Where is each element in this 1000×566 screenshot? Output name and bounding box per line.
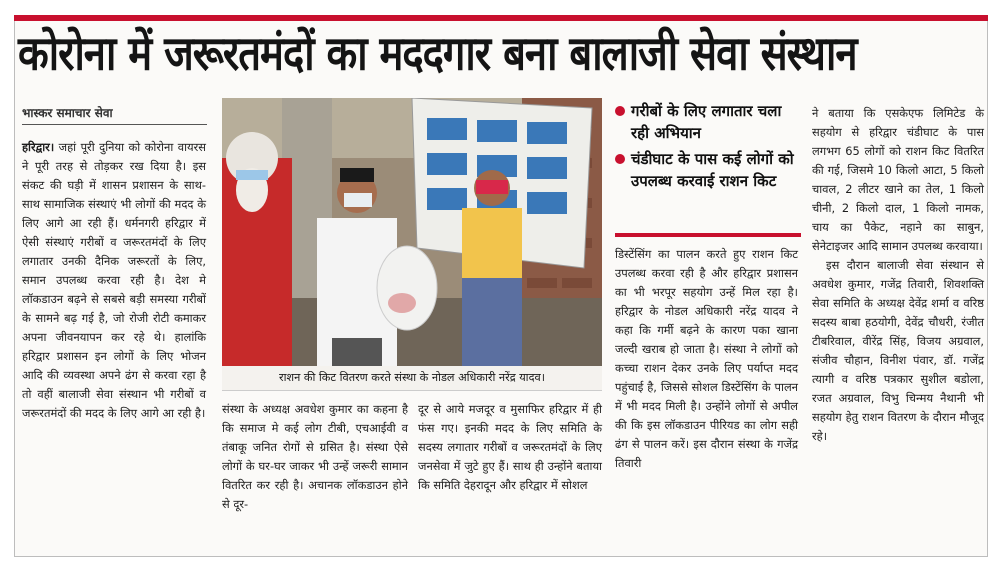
bullet-icon [615, 106, 625, 116]
column-4-text: डिस्टेंसिंग का पालन करते हुए राशन किट उपलब्ध करवा रही है और हरिद्वार प्रशासन का भी भरपूर सहयोग उन्हें मिल रहा है। हरिद्वार के नोडल अधिकारी नरेंद्र यादव ने कहा कि गर्मी बढ़ने के कारण पका खाना जल्दी खराब हो जाता है। संस्था ने लोगों को कच्चा राशन देकर उनके लिए पर्याप्त मदद पहुंचाई है, जिससे सोशल डिस्टेंसिंग के पालन में भी मदद मिली है। उन्होंने लोगों से अपील की कि इस लॉकडाउन पीरियड का लोग सही ढंग से पालन करें। इस दौरान संस्था के गजेंद्र तिवारी [615, 247, 798, 470]
column-2-text: संस्था के अध्यक्ष अवधेश कुमार का कहना है कि समाज मे कई लोग टीबी, एचआईवी व तंबाकू जनित रोगों से ग्रसित है। संस्था ऐसे लोगों के घर-घर जाकर भी उन्हें जरूरी सामान वितरित कर रही है। अचानक लॉकडाउन होने से दूर- [222, 402, 408, 511]
news-photo [222, 98, 602, 366]
photo-illustration [222, 98, 602, 366]
highlights-divider [615, 233, 801, 237]
column-1-text: जहां पूरी दुनिया को कोरोना वायरस ने पूरी तरह से तोड़कर रख दिया है। इस संकट की घड़ी में शासन प्रशासन के साथ-साथ सामाजिक संस्थाएं भी लोगों की मदद के लिए आगे आ रही हैं। धर्मनगरी हरिद्वार में ऐसी संस्थाएं गरीबों व जरूरतमंदों के लिए लगातार उनकी दैनिक जरूरतों के लिए, समान उपलब्ध करवा रही है। देश मे लॉकडाउन बढ़ने से सबसे बड़ी समस्या गरीबों के सामने बढ़ गई है, जो रोजी रोटी कमाकर अपना जीवनयापन कर रहे थे। हालांकि हरिद्वार प्रशासन इन लोगों के लिए भोजन आदि की व्यवस्था अपने ढंग से करवा रहा है तो वहीं बालाजी सेवा संस्थान भी गरीबों व जरूरतमंदों की मदद के लिए आगे आ रही है। [22, 140, 207, 420]
column-2 [222, 400, 408, 514]
column-3-text: दूर से आये मजदूर व मुसाफिर हरिद्वार में ही फंस गए। इनकी मदद के लिए समिति के सदस्य लगातार गरीबों व जरूरतमंदों के लिए जनसेवा में जुटे हुए हैं। साथ ही उन्होंने बताया कि समिति देहरादून और हरिद्वार में सोशल [418, 402, 602, 492]
column-4 [615, 245, 798, 473]
highlight-item: चंडीघाट के पास कई लोगों को उपलब्ध करवाई राशन किट [615, 148, 801, 192]
bullet-icon [615, 154, 625, 164]
photo-caption: राशन की किट वितरण करते संस्था के नोडल अधिकारी नरेंद्र यादव। [222, 366, 602, 391]
column-5-text-a: ने बताया कि एसकेएफ लिमिटेड के सहयोग से हरिद्वार चंडीघाट के पास लगभग 65 लोगों को राशन किट वितरित की गई, जिसमे 10 किलो आटा, 5 किलो चावल, 2 लीटर खाने का तेल, 1 किलो चीनी, 2 किलो दाल, 1 किलो नामक, चाय का पैकेट, नहाने का साबुन, सेनेटाइजर आदि सामान उपलब्ध करवाया। [812, 106, 984, 253]
column-3 [418, 400, 602, 495]
headline: कोरोना में जरूरतमंदों का मददगार बना बालाजी सेवा संस्थान [18, 26, 857, 82]
column-5-text-b: इस दौरान बालाजी सेवा संस्थान से अवधेश कुमार, गजेंद्र तिवारी, शिवशक्ति सेवा समिति के अध्यक्ष देवेंद्र शर्मा व वरिष्ठ सदस्य बाबा हठयोगी, देवेंद्र चौधरी, रंजीत टीबरिवाल, वीरेंद्र सिंह, विजय अग्रवाल, संजीव चौहान, विनीश पंवार, डॉ. गजेंद्र त्यागी व वरिष्ठ पत्रकार सुशील बडोला, रजत अग्रवाल, विभु चिन्मय नैथानी भी सहयोग हेतु राशन वितरण के दौरान मौजूद रहे। [812, 258, 984, 443]
dateline: हरिद्वार। [22, 140, 55, 154]
highlight-item: गरीबों के लिए लगातार चला रही अभियान [615, 100, 801, 144]
column-5 [812, 104, 984, 446]
highlights-box [615, 100, 801, 196]
byline: भास्कर समाचार सेवा [22, 106, 113, 120]
byline-divider [22, 124, 207, 125]
column-1 [22, 138, 206, 423]
